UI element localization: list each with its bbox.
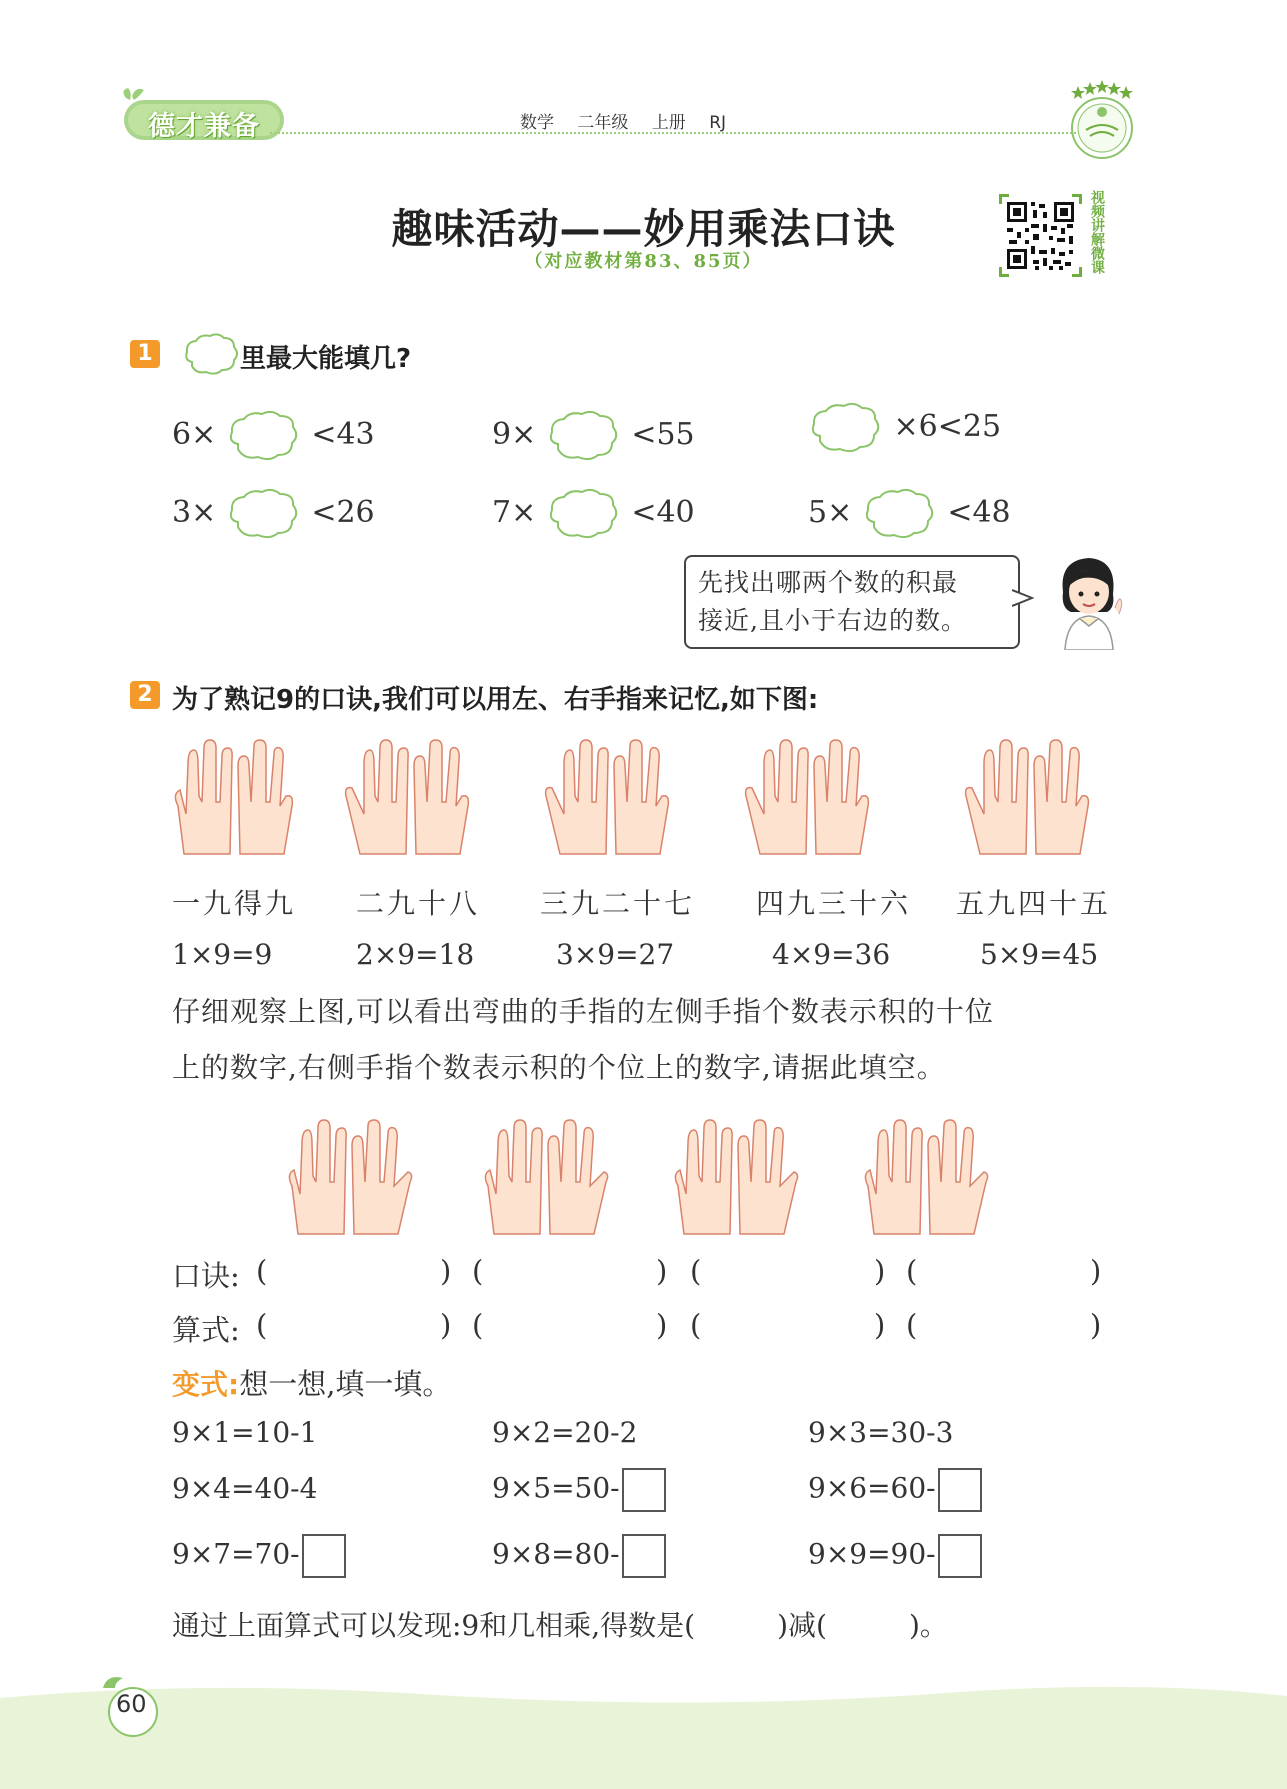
equation-4: 4×9=36 — [772, 938, 891, 971]
instruction-line-1: 仔细观察上图,可以看出弯曲的手指的左侧手指个数表示积的十位 — [172, 995, 994, 1028]
variant-eq-1 — [172, 1416, 317, 1449]
variant-eq-text: 9×8=80- — [492, 1537, 620, 1571]
variant-eq-text: 9×7=70- — [172, 1537, 300, 1571]
hint-line-1: 先找出哪两个数的积最 — [698, 568, 959, 597]
formula-label: 算式: — [172, 1313, 240, 1347]
answer-box[interactable] — [938, 1534, 982, 1578]
rhyme-4: 四九三十六 — [756, 887, 912, 920]
conclusion-part-2: )减( — [777, 1609, 827, 1642]
answer-cloud[interactable] — [862, 486, 938, 542]
variant-heading — [172, 1362, 451, 1403]
answer-cloud[interactable] — [808, 400, 884, 456]
rhyme-5: 五九四十五 — [956, 887, 1112, 920]
equation-1: 1×9=9 — [172, 938, 273, 971]
variant-eq-text: 9×9=90- — [808, 1537, 936, 1571]
conclusion-part-3: )。 — [908, 1609, 948, 1642]
rhyme-blank-2-open[interactable]: ( — [472, 1254, 484, 1288]
formula-blank-1-open[interactable]: ( — [256, 1308, 268, 1342]
page-subtitle: （对应教材第83、85页） — [524, 251, 763, 272]
hands-row-2 — [280, 1116, 1040, 1246]
formula-blank-4-open[interactable]: ( — [906, 1308, 918, 1342]
answer-cloud[interactable] — [226, 486, 302, 542]
variant-eq-text: 9×3=30-3 — [808, 1416, 954, 1449]
variant-eq-8 — [492, 1534, 666, 1578]
answer-box[interactable] — [622, 1468, 666, 1512]
rhyme-label: 口诀: — [172, 1259, 240, 1293]
expr-before: 5× — [808, 495, 853, 530]
q1-expr-5 — [492, 486, 695, 542]
answer-cloud[interactable] — [546, 408, 622, 464]
hands-icon — [476, 1116, 611, 1236]
formula-blank-3-open[interactable]: ( — [690, 1308, 702, 1342]
conclusion-part-1: 通过上面算式可以发现:9和几相乘,得数是( — [172, 1609, 696, 1642]
formula-blank-1-close: ) — [440, 1308, 452, 1342]
bubble-tail — [1012, 588, 1034, 610]
variant-eq-7 — [172, 1534, 346, 1578]
question-1-prompt: 里最大能填几? — [240, 344, 412, 374]
footer-wave — [0, 1680, 1287, 1789]
hands-icon — [742, 736, 877, 856]
variant-eq-5 — [492, 1468, 666, 1512]
hands-icon — [666, 1116, 801, 1236]
expr-before: 3× — [172, 495, 217, 530]
rhyme-2: 二九十八 — [356, 887, 481, 920]
header-edition: RJ — [709, 113, 727, 133]
question-2-prompt: 为了熟记9的口诀,我们可以用左、右手指来记忆,如下图: — [172, 685, 819, 715]
rhyme-blank-3-open[interactable]: ( — [690, 1254, 702, 1288]
expr-after: ×6<25 — [893, 409, 1002, 444]
hands-icon — [542, 736, 677, 856]
expr-after: <48 — [947, 495, 1011, 530]
equation-5: 5×9=45 — [980, 938, 1099, 971]
variant-eq-3 — [808, 1416, 953, 1449]
formula-blank-2-open[interactable]: ( — [472, 1308, 484, 1342]
expr-after: <55 — [631, 417, 695, 452]
variant-eq-9 — [808, 1534, 982, 1578]
header-grade: 二年级 — [577, 113, 629, 133]
instruction-paragraph — [172, 984, 1172, 1096]
rhyme-3: 三九二十七 — [540, 887, 696, 920]
page-number: 60 — [116, 1690, 147, 1718]
rhyme-blank-4-open[interactable]: ( — [906, 1254, 918, 1288]
variant-eq-text: 9×6=60- — [808, 1471, 936, 1505]
q1-expr-2 — [492, 408, 695, 464]
instruction-line-2: 上的数字,右侧手指个数表示积的个位上的数字,请据此填空。 — [172, 1051, 946, 1084]
page-title: 趣味活动——妙用乘法口诀 — [391, 205, 896, 253]
question-1-badge: 1 — [130, 340, 160, 368]
answer-cloud[interactable] — [226, 408, 302, 464]
q1-expr-4 — [172, 486, 375, 542]
variant-eq-4 — [172, 1472, 317, 1505]
cloud-blank-icon — [182, 332, 240, 378]
expr-before: 7× — [492, 495, 537, 530]
expr-before: 6× — [172, 417, 217, 452]
formula-blank-4-close: ) — [1090, 1308, 1102, 1342]
hands-row-1 — [166, 736, 1166, 866]
q1-expr-1 — [172, 408, 375, 464]
rhyme-1: 一九得九 — [172, 887, 297, 920]
expr-after: <40 — [631, 495, 695, 530]
variant-eq-text: 9×5=50- — [492, 1471, 620, 1505]
qr-code-icon[interactable] — [999, 194, 1082, 277]
rhyme-blank-1-close: ) — [440, 1254, 452, 1288]
rhyme-blank-4-close: ) — [1090, 1254, 1102, 1288]
hint-text — [698, 564, 967, 640]
conclusion — [172, 1604, 948, 1644]
hint-line-2: 接近,且小于右边的数。 — [698, 606, 967, 635]
header-subject: 数学 — [520, 113, 554, 133]
equation-2: 2×9=18 — [356, 938, 475, 971]
expr-after: <26 — [311, 495, 375, 530]
rhyme-blank-1-open[interactable]: ( — [256, 1254, 268, 1288]
rhyme-blank-3-close: ) — [874, 1254, 886, 1288]
variant-eq-2 — [492, 1416, 637, 1449]
variant-label: 变式: — [172, 1368, 240, 1401]
variant-eq-6 — [808, 1468, 982, 1512]
brand-text: 德才兼备 — [148, 111, 260, 142]
girl-character-icon — [1049, 552, 1129, 650]
rhyme-blank-2-close: ) — [656, 1254, 668, 1288]
variant-prompt: 想一想,填一填。 — [239, 1367, 452, 1401]
header-info — [520, 108, 744, 133]
qr-label: 视频讲解微课 — [1089, 190, 1105, 274]
expr-before: 9× — [492, 417, 537, 452]
formula-blank-2-close: ) — [656, 1308, 668, 1342]
answer-cloud[interactable] — [546, 486, 622, 542]
teacher-seal-icon — [1066, 80, 1138, 166]
answer-box[interactable] — [302, 1534, 346, 1578]
formula-blank-3-close: ) — [874, 1308, 886, 1342]
header-volume: 上册 — [651, 113, 686, 133]
variant-eq-text: 9×4=40-4 — [172, 1472, 318, 1505]
hands-icon — [342, 736, 477, 856]
hands-icon — [962, 736, 1097, 856]
hands-icon — [856, 1116, 991, 1236]
answer-box[interactable] — [622, 1534, 666, 1578]
variant-eq-text: 9×1=10-1 — [172, 1416, 318, 1449]
answer-box[interactable] — [938, 1468, 982, 1512]
hands-icon — [280, 1116, 415, 1236]
q1-expr-3 — [808, 400, 1001, 456]
equation-3: 3×9=27 — [556, 938, 675, 971]
question-2-badge: 2 — [130, 681, 160, 709]
hands-icon — [166, 736, 301, 856]
expr-after: <43 — [311, 417, 375, 452]
q1-expr-6 — [808, 486, 1011, 542]
variant-eq-text: 9×2=20-2 — [492, 1416, 638, 1449]
